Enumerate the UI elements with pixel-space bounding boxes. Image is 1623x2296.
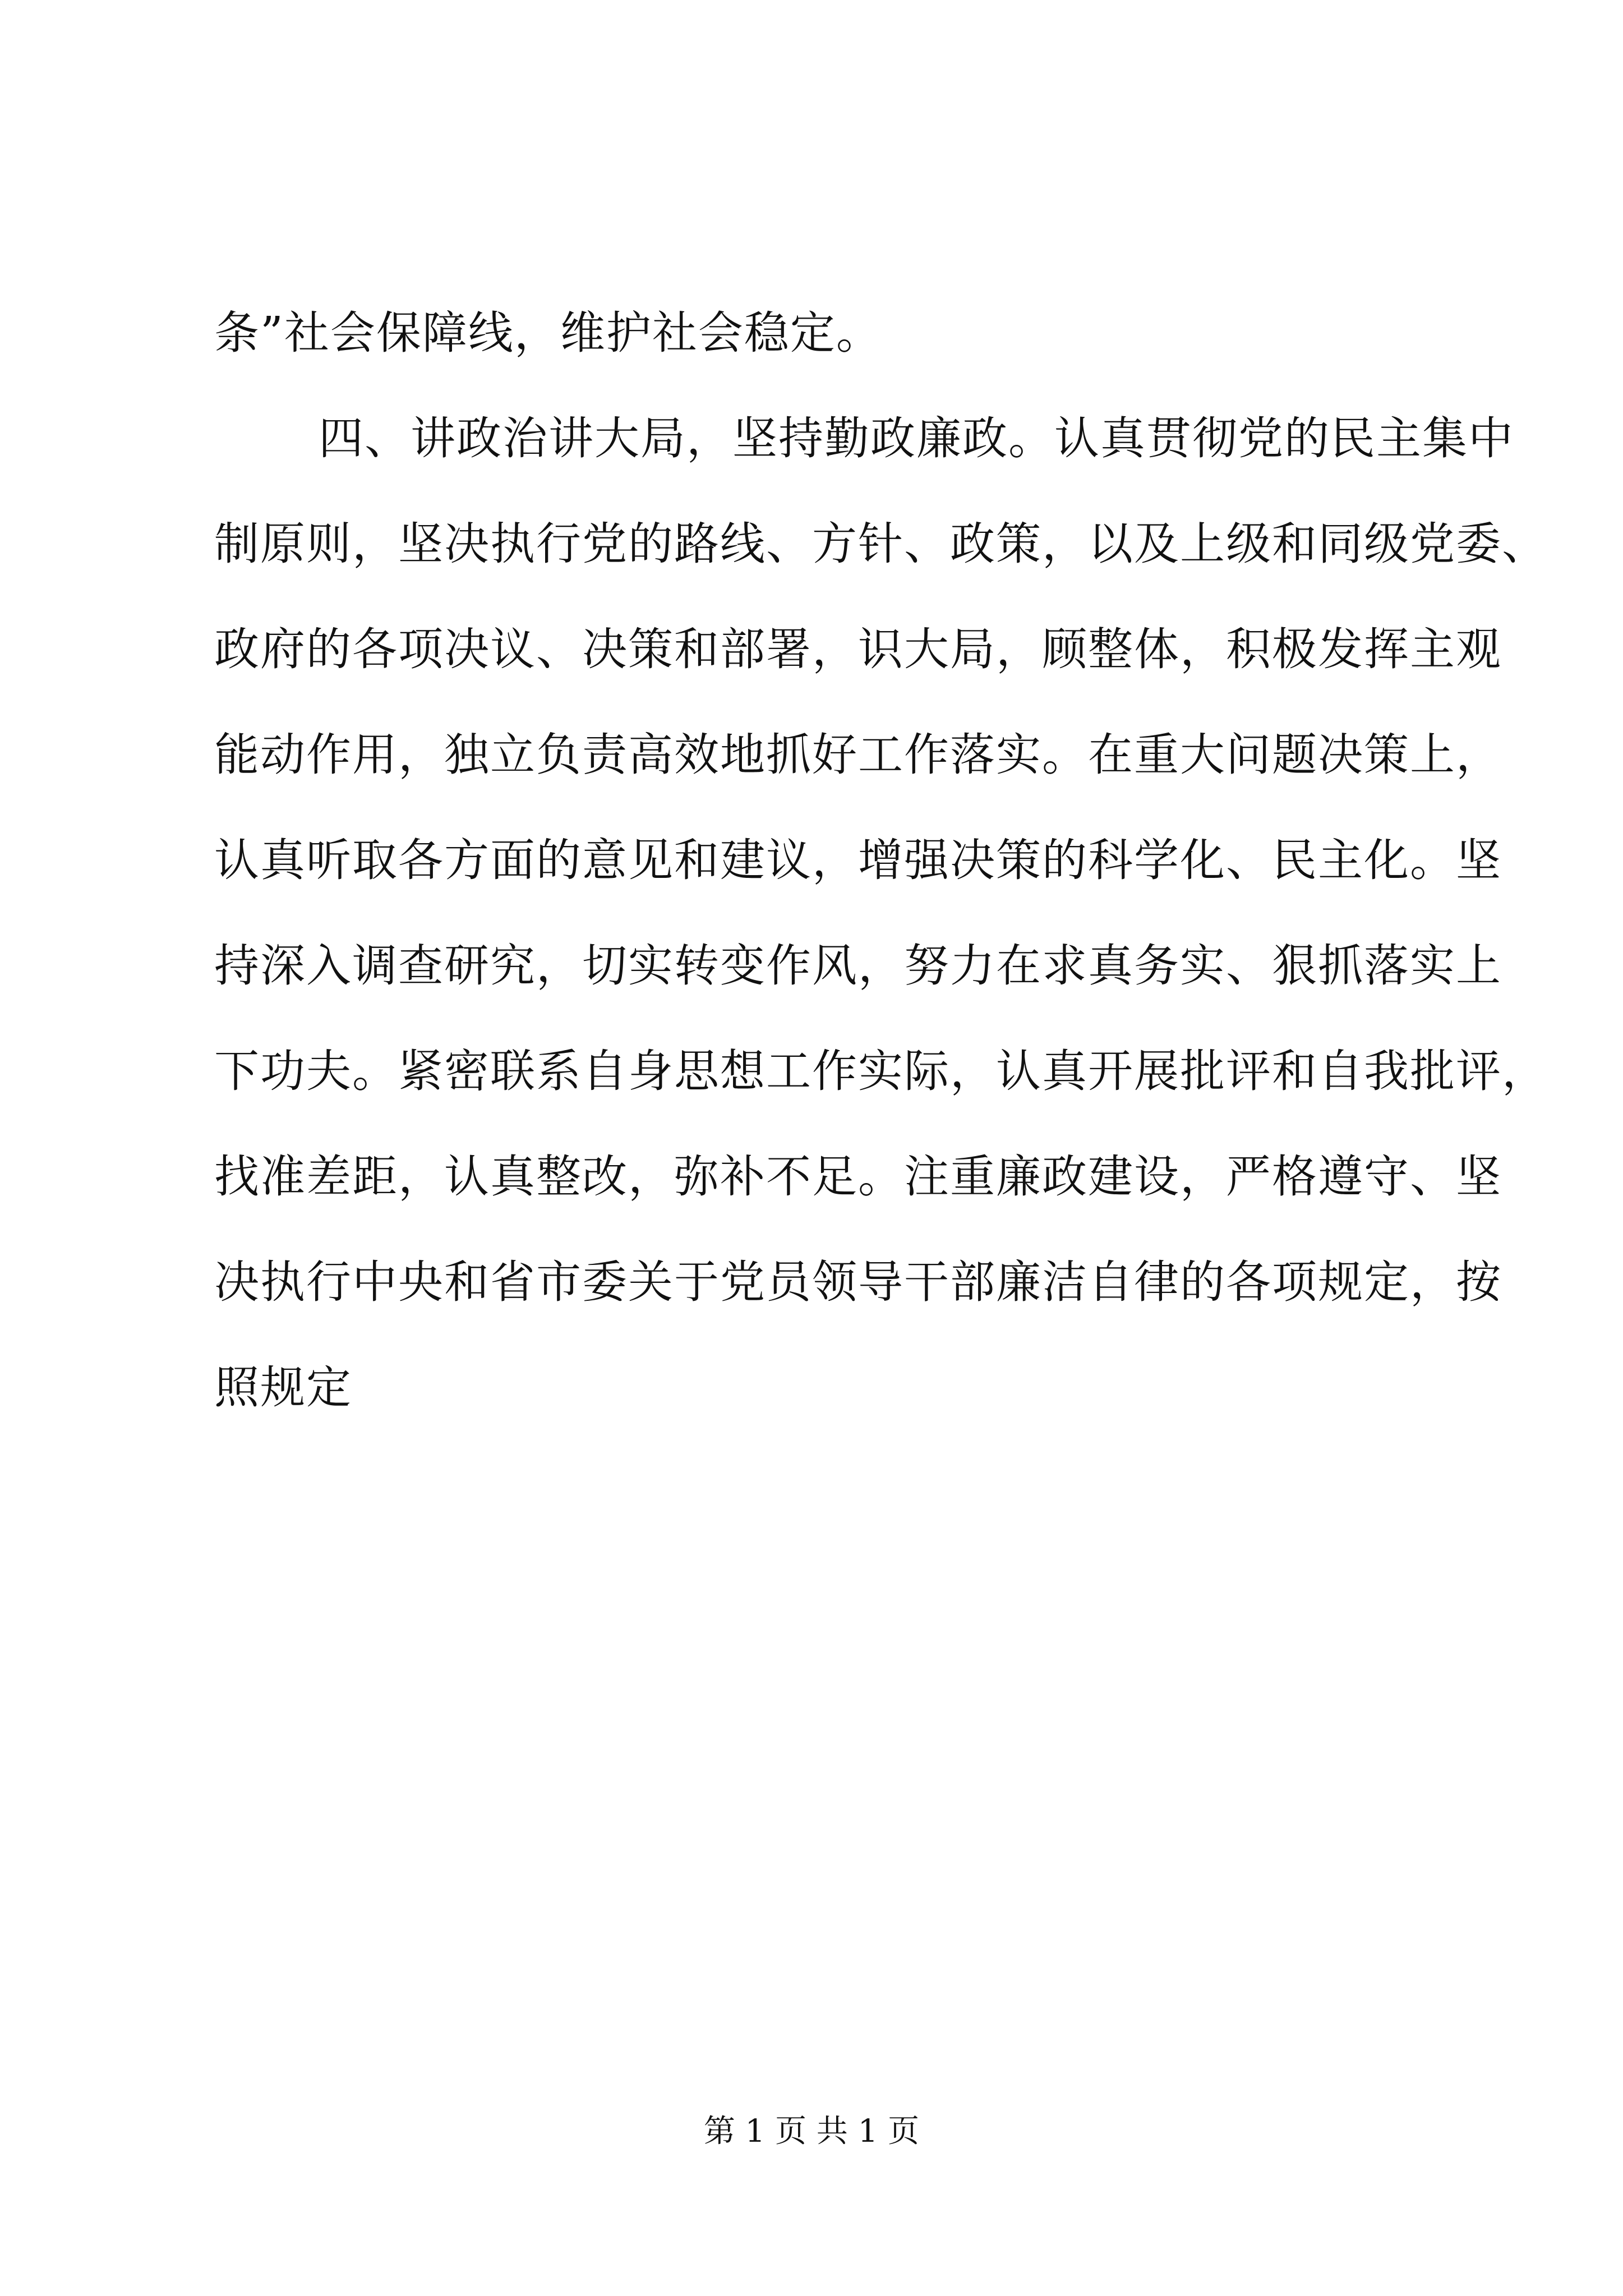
text-line: 照规定: [214, 1361, 352, 1414]
text-line: 政府的各项决议、决策和部署，识大局，顾整体，积极发挥主观: [214, 623, 1502, 675]
text-line: 决执行中央和省市委关于党员领导干部廉洁自律的各项规定，按: [214, 1256, 1502, 1308]
text-line: 持深入调查研究，切实转变作风，努力在求真务实、狠抓落实上: [214, 940, 1502, 992]
text-line: 认真听取各方面的意见和建议，增强决策的科学化、民主化。坚: [214, 834, 1502, 886]
text-line: 条”社会保障线，维护社会稳定。: [214, 307, 882, 359]
document-body: [214, 303, 1548, 1463]
paragraph-start-line: 四、讲政治讲大局，坚持勤政廉政。认真贯彻党的民主集中: [319, 412, 1514, 464]
text-line: 下功夫。紧密联系自身思想工作实际，认真开展批评和自我批评，: [214, 1045, 1548, 1097]
text-line: 制原则，坚决执行党的路线、方针、政策，以及上级和同级党委、: [214, 518, 1548, 570]
text-line: 找准差距，认真整改，弥补不足。注重廉政建设，严格遵守、坚: [214, 1151, 1502, 1203]
text-line: 能动作用，独立负责高效地抓好工作落实。在重大问题决策上，: [214, 729, 1502, 781]
page-footer: 第 1 页 共 1 页: [703, 2113, 920, 2150]
